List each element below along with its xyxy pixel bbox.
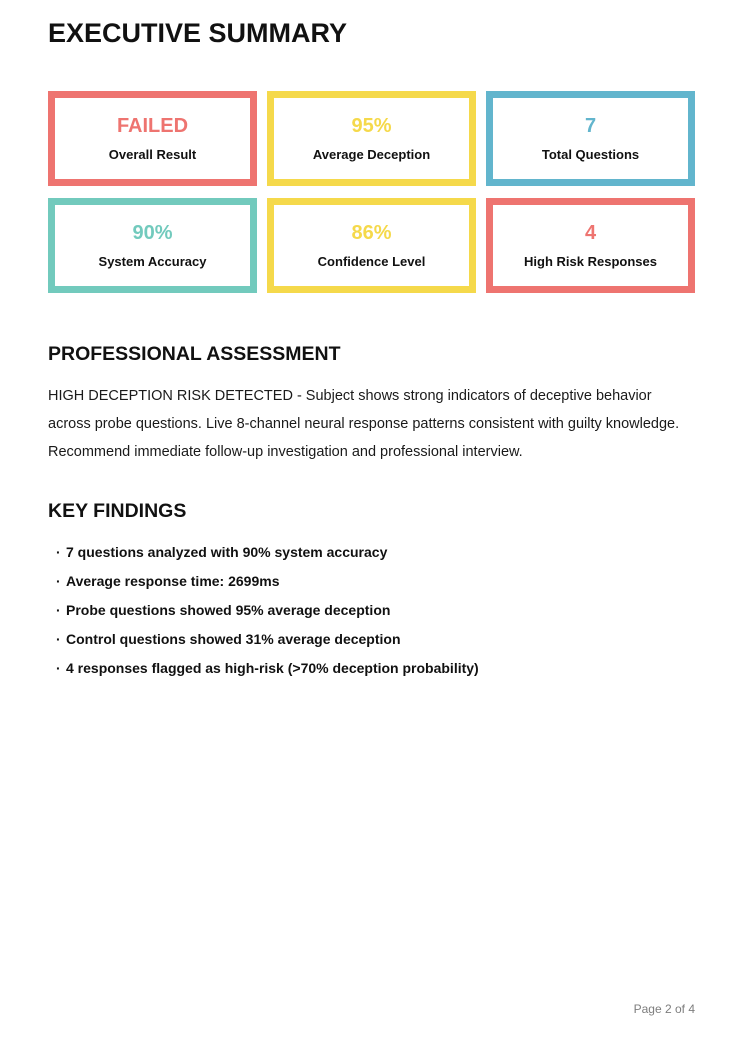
metric-value: 7 xyxy=(584,115,597,137)
page-number: Page 2 of 4 xyxy=(633,1002,695,1016)
metric-card-overall-result xyxy=(48,91,257,186)
metric-label: Average Deception xyxy=(312,147,431,162)
section-heading: KEY FINDINGS xyxy=(48,500,187,522)
finding-item: · Probe questions showed 95% average deception xyxy=(66,603,695,617)
metrics-grid xyxy=(48,91,695,293)
metric-label: Total Questions xyxy=(541,147,640,162)
metric-value: 90% xyxy=(132,222,173,244)
metric-value: 95% xyxy=(351,115,392,137)
section-professional-assessment xyxy=(48,343,695,466)
metric-label: Confidence Level xyxy=(317,254,426,269)
metric-label: High Risk Responses xyxy=(524,254,657,269)
metric-label: Overall Result xyxy=(108,147,197,162)
section-key-findings xyxy=(48,500,695,675)
metric-card-confidence-level xyxy=(267,198,476,293)
section-heading: PROFESSIONAL ASSESSMENT xyxy=(48,343,341,365)
finding-item: · 7 questions analyzed with 90% system accuracy xyxy=(66,545,695,559)
assessment-paragraph: HIGH DECEPTION RISK DETECTED - Subject shows strong indicators of deceptive behavior across probe questions. Live 8-channel neural response patterns consistent with guilty knowledge. Recommend immediate follow-up investigation and professional interview. xyxy=(48,388,680,460)
metric-value: 86% xyxy=(351,222,392,244)
metric-value: 4 xyxy=(584,222,597,244)
metric-label: System Accuracy xyxy=(98,254,207,269)
findings-list xyxy=(48,545,695,675)
finding-item: · Average response time: 2699ms xyxy=(66,574,695,588)
metric-card-average-deception xyxy=(267,91,476,186)
metric-card-total-questions xyxy=(486,91,695,186)
metric-card-high-risk-responses xyxy=(486,198,695,293)
finding-item: · 4 responses flagged as high-risk (>70% deception probability) xyxy=(66,661,695,675)
finding-item: · Control questions showed 31% average deception xyxy=(66,632,695,646)
metric-card-system-accuracy xyxy=(48,198,257,293)
metric-value: FAILED xyxy=(116,115,189,137)
page-title: EXECUTIVE SUMMARY xyxy=(48,18,348,48)
